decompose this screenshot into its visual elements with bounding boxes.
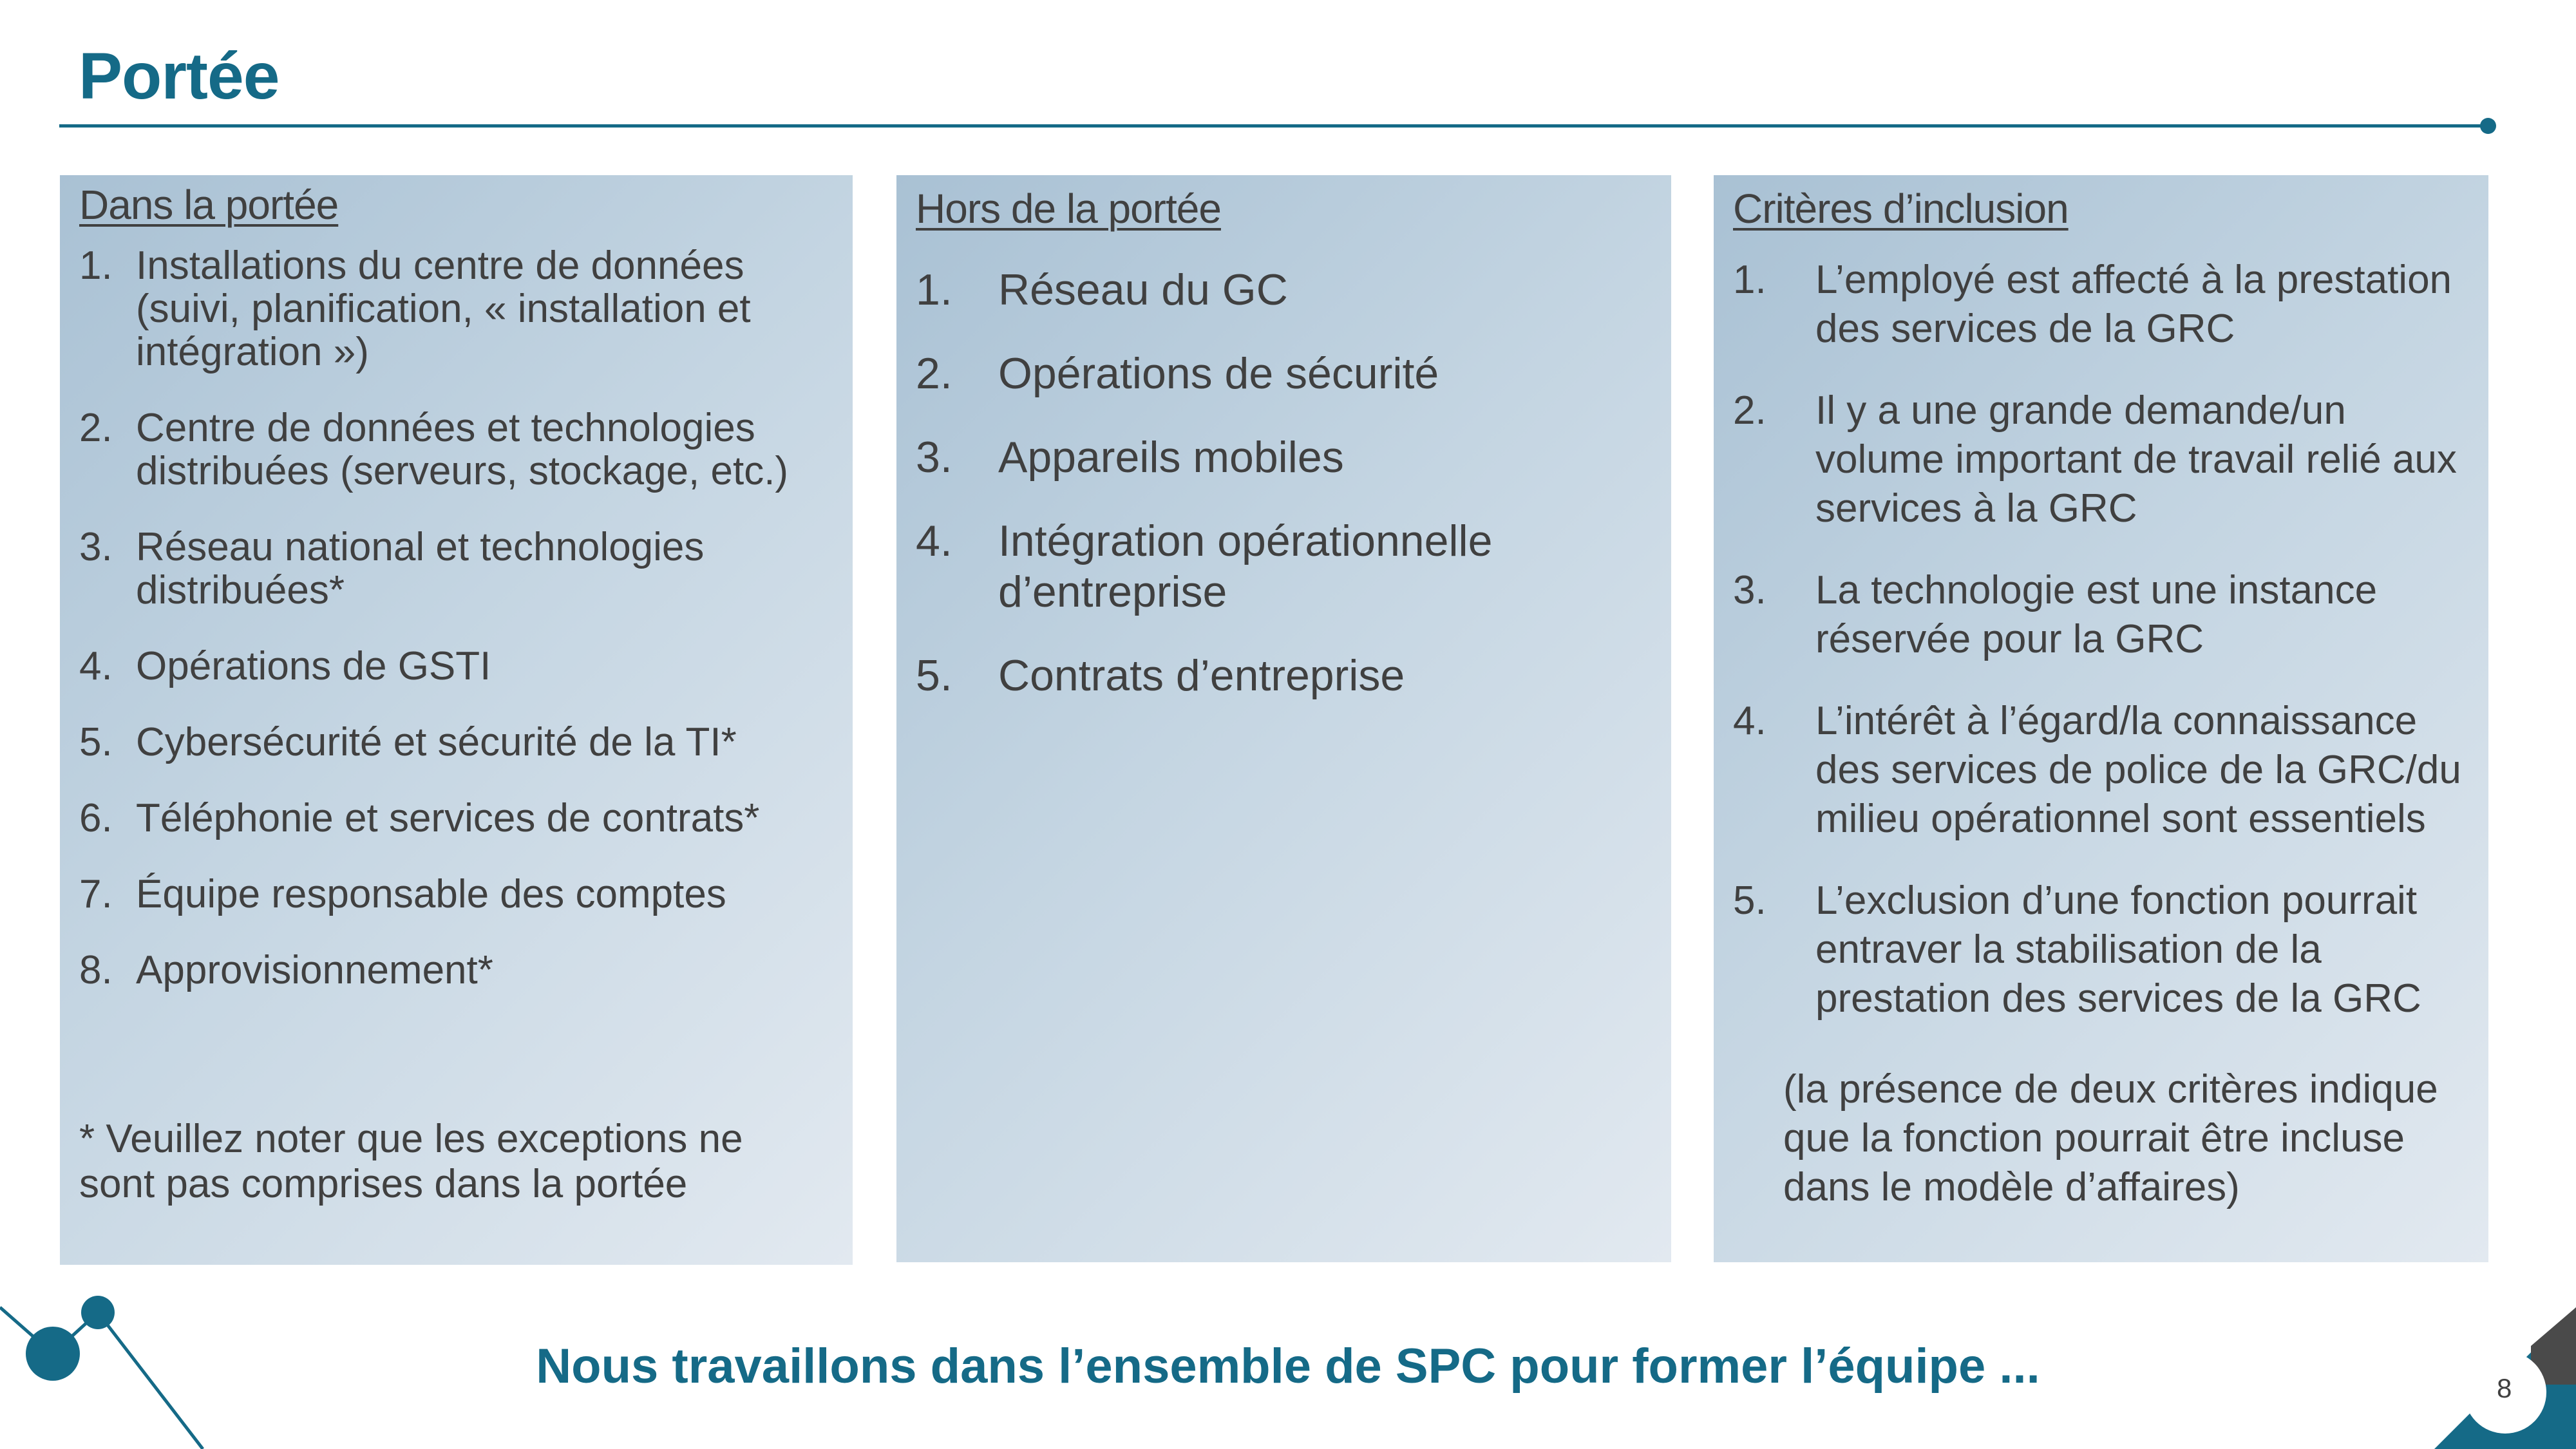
- list-item: [916, 348, 1652, 399]
- item-text: Opérations de GSTI: [136, 643, 491, 688]
- panel-in-scope: [60, 175, 853, 1265]
- item-number: 3.: [916, 432, 952, 482]
- list-item: [79, 526, 833, 612]
- item-text: Installations du centre de données (suivi, planification, « installation et intégration »): [136, 243, 751, 374]
- title-underline: [59, 124, 2490, 128]
- title-underline-dot: [2480, 118, 2496, 134]
- list-item: [916, 516, 1652, 618]
- list-item: [1733, 566, 2469, 664]
- list-item: [916, 265, 1652, 316]
- slide-title: Portée: [79, 39, 279, 113]
- item-text: Centre de données et technologies distribuées (serveurs, stockage, etc.): [136, 405, 789, 493]
- item-number: 2.: [1733, 388, 1766, 433]
- footer-tagline: Nous travaillons dans l’ensemble de SPC pour former l’équipe ...: [536, 1339, 2040, 1394]
- item-number: 2.: [916, 348, 952, 398]
- item-number: 1.: [79, 243, 113, 288]
- in-scope-list: [79, 244, 833, 992]
- item-text: Réseau national et technologies distribuées*: [136, 524, 705, 612]
- item-number: 4.: [916, 516, 952, 565]
- item-text: Réseau du GC: [998, 265, 1288, 314]
- list-item: [916, 432, 1652, 483]
- item-number: 5.: [916, 650, 952, 700]
- network-node: [81, 1296, 115, 1329]
- item-text: Cybersécurité et sécurité de la TI*: [136, 719, 737, 764]
- item-number: 7.: [79, 871, 113, 916]
- item-text: L’exclusion d’une fonction pourrait entraver la stabilisation de la prestation des services de la GRC: [1815, 878, 2421, 1021]
- item-text: Équipe responsable des comptes: [136, 871, 726, 916]
- inclusion-criteria-note: (la présence de deux critères indique que la fonction pourrait être incluse dans le modèle d’affaires): [1783, 1067, 2438, 1209]
- item-number: 5.: [79, 719, 113, 764]
- item-text: Opérations de sécurité: [998, 348, 1439, 398]
- in-scope-footnote: * Veuillez noter que les exceptions ne sont pas comprises dans la portée: [79, 1117, 743, 1206]
- item-number: 5.: [1733, 878, 1766, 923]
- list-item: [916, 650, 1652, 701]
- panel-inclusion-criteria: [1714, 175, 2488, 1262]
- list-item: [1733, 876, 2469, 1023]
- list-item: [79, 949, 833, 992]
- item-text: L’intérêt à l’égard/la connaissance des services de police de la GRC/du milieu opérationnel sont essentiels: [1815, 698, 2461, 841]
- panel-heading-in-scope: Dans la portée: [79, 182, 339, 228]
- item-text: Approvisionnement*: [136, 947, 493, 992]
- panel-heading-out-of-scope: Hors de la portée: [916, 185, 1221, 232]
- inclusion-criteria-list: [1733, 256, 2469, 1023]
- list-item: [1733, 386, 2469, 533]
- item-text: Contrats d’entreprise: [998, 650, 1405, 700]
- item-text: Appareils mobiles: [998, 432, 1344, 482]
- item-text: Téléphonie et services de contrats*: [136, 795, 760, 840]
- list-item: [79, 873, 833, 916]
- list-item: [1733, 697, 2469, 844]
- item-number: 8.: [79, 947, 113, 992]
- list-item: [79, 721, 833, 764]
- list-item: [79, 406, 833, 493]
- item-number: 6.: [79, 795, 113, 840]
- item-text: Il y a une grande demande/un volume important de travail relié aux services à la GRC: [1815, 388, 2457, 531]
- item-number: 3.: [1733, 567, 1766, 612]
- item-number: 4.: [1733, 698, 1766, 743]
- list-item: [79, 797, 833, 840]
- item-number: 3.: [79, 524, 113, 569]
- list-item: [79, 645, 833, 688]
- item-text: La technologie est une instance réservée pour la GRC: [1815, 567, 2378, 661]
- item-number: 1.: [916, 265, 952, 314]
- panel-out-of-scope: [896, 175, 1671, 1262]
- list-item: [1733, 256, 2469, 354]
- item-number: 1.: [1733, 257, 1766, 302]
- item-number: 4.: [79, 643, 113, 688]
- list-item: [79, 244, 833, 374]
- panel-heading-inclusion-criteria: Critères d’inclusion: [1733, 185, 2069, 232]
- item-number: 2.: [79, 405, 113, 450]
- item-text: Intégration opérationnelle d’entreprise: [998, 516, 1493, 616]
- item-text: L’employé est affecté à la prestation des services de la GRC: [1815, 257, 2452, 351]
- out-of-scope-list: [916, 265, 1652, 701]
- page-number: 8: [2497, 1373, 2512, 1403]
